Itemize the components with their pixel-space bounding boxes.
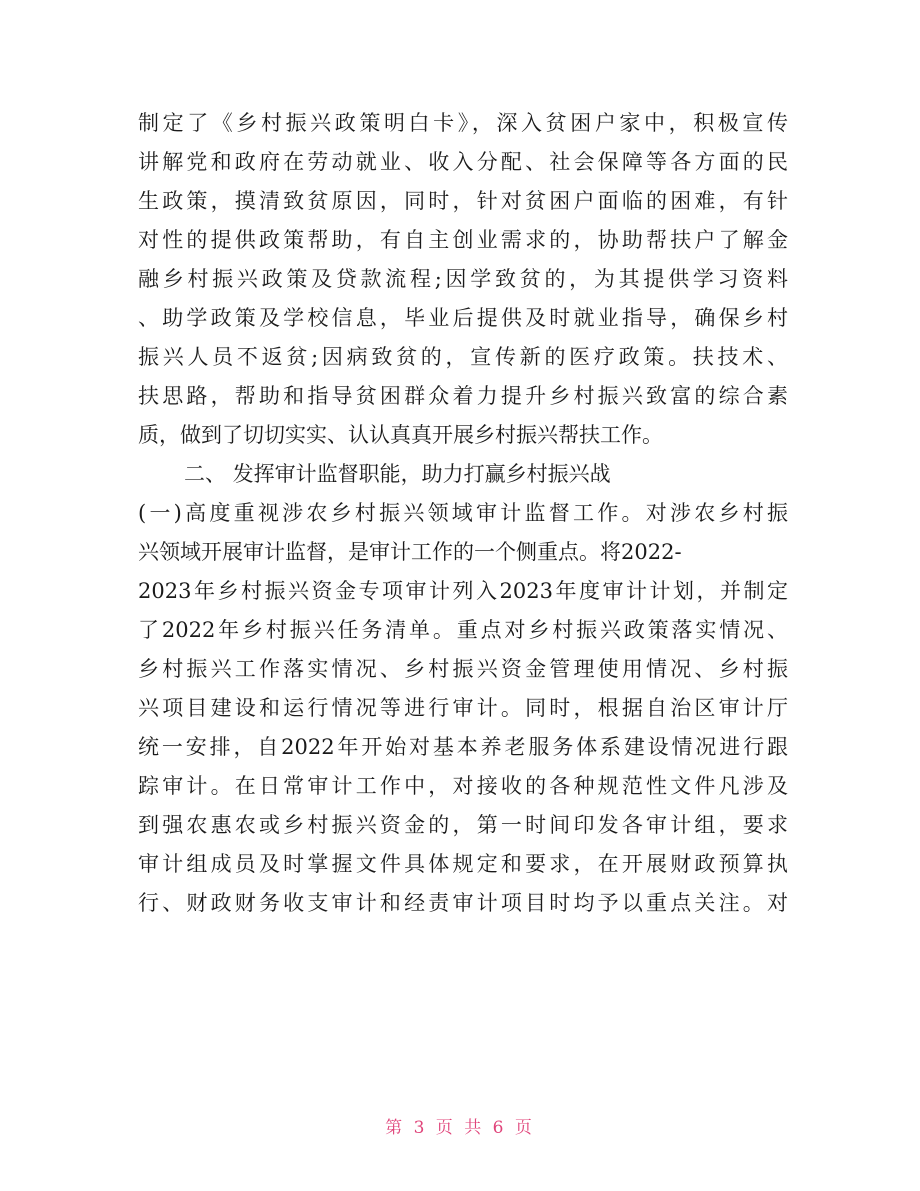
text-line: 兴领域开展审计监督，是审计工作的一个侧重点。将2022- [138, 540, 682, 564]
text-line: 制定了《乡村振兴政策明白卡》，深入贫困户家中，积极宣传 [138, 111, 788, 135]
text-line: 乡村振兴工作落实情况、乡村振兴资金管理使用情况、乡村振 [138, 657, 788, 681]
page-number: 第 3 页 共 6 页 [385, 1118, 535, 1138]
text-line: 行、财政财务收支审计和经责审计项目时均予以重点关注。对 [138, 891, 788, 915]
text-line: 振兴人员不返贫;因病致贫的，宣传新的医疗政策。扶技术、 [138, 345, 788, 369]
text-line: 扶思路，帮助和指导贫困群众着力提升乡村振兴致富的综合素 [138, 384, 788, 408]
text-line: 、助学政策及学校信息，毕业后提供及时就业指导，确保乡村 [138, 306, 788, 330]
body-text [138, 104, 788, 923]
text-line: 踪审计。在日常审计工作中，对接收的各种规范性文件凡涉及 [138, 774, 788, 798]
text-line: (一)高度重视涉农乡村振兴领域审计监督工作。对涉农乡村振 [138, 501, 788, 525]
text-line: 对性的提供政策帮助，有自主创业需求的，协助帮扶户了解金 [138, 228, 788, 252]
text-line: 审计组成员及时掌握文件具体规定和要求，在开展财政预算执 [138, 852, 788, 876]
text-line: 融乡村振兴政策及贷款流程;因学致贫的，为其提供学习资料 [138, 267, 788, 291]
section-heading: 二、 发挥审计监督职能，助力打赢乡村振兴战 [184, 462, 611, 486]
text-line: 生政策，摸清致贫原因，同时，针对贫困户面临的困难，有针 [138, 189, 788, 213]
text-line: 统一安排，自2022年开始对基本养老服务体系建设情况进行跟 [138, 735, 788, 759]
text-line: 质，做到了切切实实、认认真真开展乡村振兴帮扶工作。 [138, 423, 663, 447]
text-line: 到强农惠农或乡村振兴资金的，第一时间印发各审计组，要求 [138, 813, 788, 837]
text-line: 讲解党和政府在劳动就业、收入分配、社会保障等各方面的民 [138, 150, 788, 174]
text-line: 2023年乡村振兴资金专项审计列入2023年度审计计划，并制定 [138, 579, 788, 603]
text-line: 了2022年乡村振兴任务清单。重点对乡村振兴政策落实情况、 [138, 618, 788, 642]
text-line: 兴项目建设和运行情况等进行审计。同时，根据自治区审计厅 [138, 696, 788, 720]
